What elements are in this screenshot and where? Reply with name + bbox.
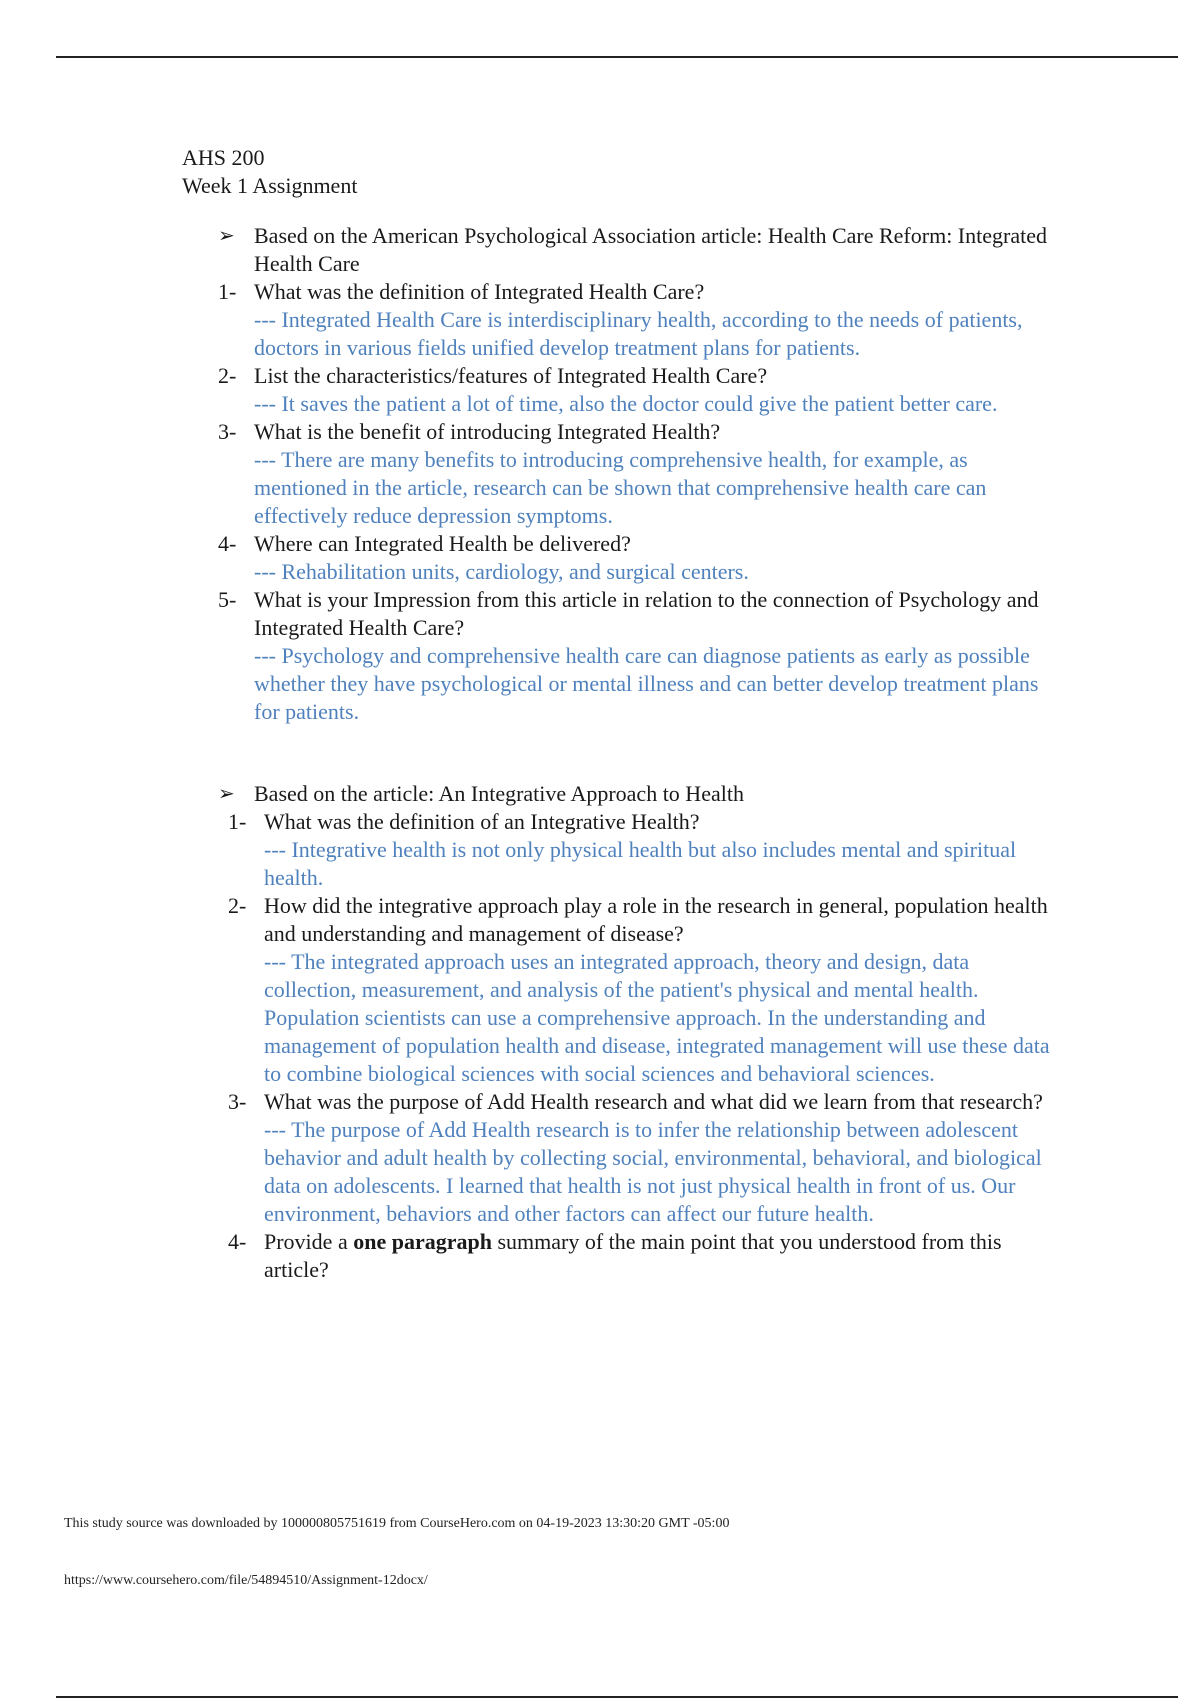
- question-item: [228, 1088, 1062, 1228]
- assignment-title: Week 1 Assignment: [182, 173, 358, 198]
- question-text: [264, 1229, 1002, 1282]
- arrowhead-bullet-icon: ➢: [218, 225, 235, 247]
- question-item: [218, 586, 1062, 726]
- question-item: [228, 808, 1062, 892]
- course-code: AHS 200: [182, 145, 265, 170]
- question-text: What was the definition of Integrated Health Care?: [254, 279, 705, 304]
- section-integrative-approach: [182, 780, 1062, 1284]
- question-item: [218, 278, 1062, 362]
- question-number: 1-: [218, 279, 237, 304]
- document-body: [182, 144, 1062, 1284]
- top-rule: [56, 56, 1178, 58]
- source-url: https://www.coursehero.com/file/54894510/Assignment-12docx/: [64, 1573, 428, 1588]
- question-text: How did the integrative approach play a role in the research in general, population health and understanding and management of disease?: [264, 893, 1048, 946]
- question-text: What is the benefit of introducing Integrated Health?: [254, 419, 721, 444]
- question-text: Where can Integrated Health be delivered?: [254, 531, 631, 556]
- section-intro: Based on the American Psychological Association article: Health Care Reform: Integrated Health Care: [254, 223, 1047, 276]
- bottom-rule: [56, 1696, 1178, 1698]
- answer-text: --- It saves the patient a lot of time, also the doctor could give the patient better care.: [254, 391, 998, 416]
- question-text: What was the purpose of Add Health research and what did we learn from that research?: [264, 1089, 1043, 1114]
- answer-text: --- Integrative health is not only physical health but also includes mental and spiritual health.: [264, 837, 1017, 890]
- answer-text: --- Rehabilitation units, cardiology, and surgical centers.: [254, 559, 749, 584]
- question-text: What was the definition of an Integrative Health?: [264, 809, 700, 834]
- arrowhead-bullet-icon: ➢: [218, 783, 235, 805]
- answer-text: --- Integrated Health Care is interdisciplinary health, according to the needs of patients, doctors in various fields unified develop treatment plans for patients.: [254, 307, 1023, 360]
- download-note: This study source was downloaded by 100000805751619 from CourseHero.com on 04-19-2023 13:30:20 GMT -05:00: [64, 1516, 730, 1531]
- section-integrated-health-care: [182, 222, 1062, 726]
- question-text-pre: Provide a: [264, 1229, 354, 1254]
- question-number: 4-: [228, 1229, 247, 1254]
- question-number: 2-: [228, 893, 247, 918]
- question-number: 2-: [218, 363, 237, 388]
- section-intro: Based on the article: An Integrative Approach to Health: [254, 781, 744, 806]
- answer-text: --- Psychology and comprehensive health care can diagnose patients as early as possible whether they have psychological or mental illness and can better develop treatment plans for patients.: [254, 643, 1039, 724]
- answer-text: --- The integrated approach uses an integrated approach, theory and design, data collection, measurement, and analysis of the patient's physical and mental health. Population scientists can use a comprehensive approach. In the understanding and management of population health and disease, integrated management will use these data to combine biological sciences with social sciences and behavioral sciences.: [264, 949, 1050, 1086]
- question-item: [218, 418, 1062, 530]
- question-text: What is your Impression from this article in relation to the connection of Psychology and Integrated Health Care?: [254, 587, 1039, 640]
- question-number: 5-: [218, 587, 237, 612]
- question-text-post: summary of the main point that you understood from this article?: [264, 1229, 1002, 1282]
- question-number: 3-: [218, 419, 237, 444]
- question-text: List the characteristics/features of Integrated Health Care?: [254, 363, 768, 388]
- question-text-bold: one paragraph: [353, 1229, 492, 1254]
- answer-text: --- There are many benefits to introducing comprehensive health, for example, as mentioned in the article, research can be shown that comprehensive health care can effectively reduce depression symptoms.: [254, 447, 987, 528]
- question-item: [228, 1228, 1062, 1284]
- question-item: [218, 530, 1062, 586]
- question-number: 4-: [218, 531, 237, 556]
- answer-text: --- The purpose of Add Health research is to infer the relationship between adolescent behavior and adult health by collecting social, environmental, behavioral, and biological data on adolescents. I learned that health is not just physical health in front of us. Our environment, behaviors and other factors can affect our future health.: [264, 1117, 1042, 1226]
- question-number: 3-: [228, 1089, 247, 1114]
- question-item: [228, 892, 1062, 1088]
- question-item: [218, 362, 1062, 418]
- question-number: 1-: [228, 809, 247, 834]
